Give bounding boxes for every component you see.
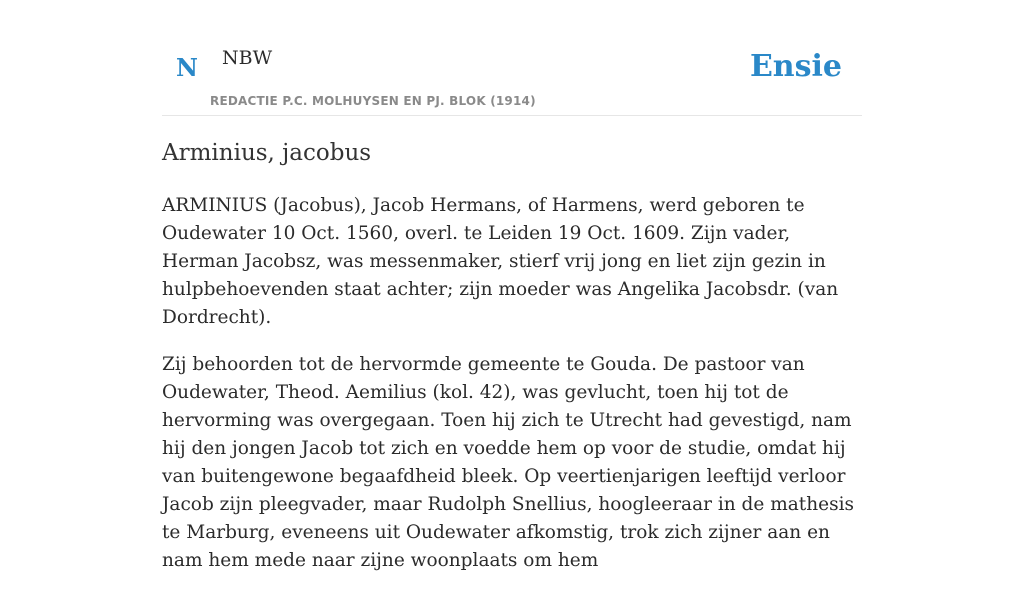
header-divider	[162, 115, 862, 116]
brand-logo-link[interactable]: Ensie	[749, 49, 842, 84]
source-logo-icon: N	[176, 53, 198, 82]
source-name: NBW	[222, 47, 273, 69]
source-subtitle: REDACTIE P.C. MOLHUYSEN EN PJ. BLOK (1914)	[210, 94, 536, 108]
article-paragraph: ARMINIUS (Jacobus), Jacob Hermans, of Harmens, werd geboren te Oudewater 10 Oct. 1560, overl. te Leiden 19 Oct. 1609. Zijn vader, Herman Jacobsz, was messenmaker, stierf vrij jong en liet zijn gezin in hulpbehoevenden staat achter; zijn moeder was Angelika Jacobsdr. (van Dordrecht).	[162, 195, 839, 328]
article-paragraph: Zij behoorden tot de hervormde gemeente te Gouda. De pastoor van Oudewater, Theod. Aemilius (kol. 42), was gevlucht, toen hij tot de hervorming was overgegaan. Toen hij zich te Utrecht had gevestigd, nam hij den jongen Jacob tot zich en voedde hem op voor de studie, omdat hij van buitengewone begaafdheid bleek. Op veertienjarigen leeftijd verloor Jacob zijn pleegvader, maar Rudolph Snellius, hoogleeraar in de mathesis te Marburg, eveneens uit Oudewater afkomstig, trok zich zijner aan en nam hem mede naar zijne woonplaats om hem	[162, 354, 854, 571]
article-title: Arminius, jacobus	[162, 140, 372, 166]
article-body	[162, 192, 862, 594]
